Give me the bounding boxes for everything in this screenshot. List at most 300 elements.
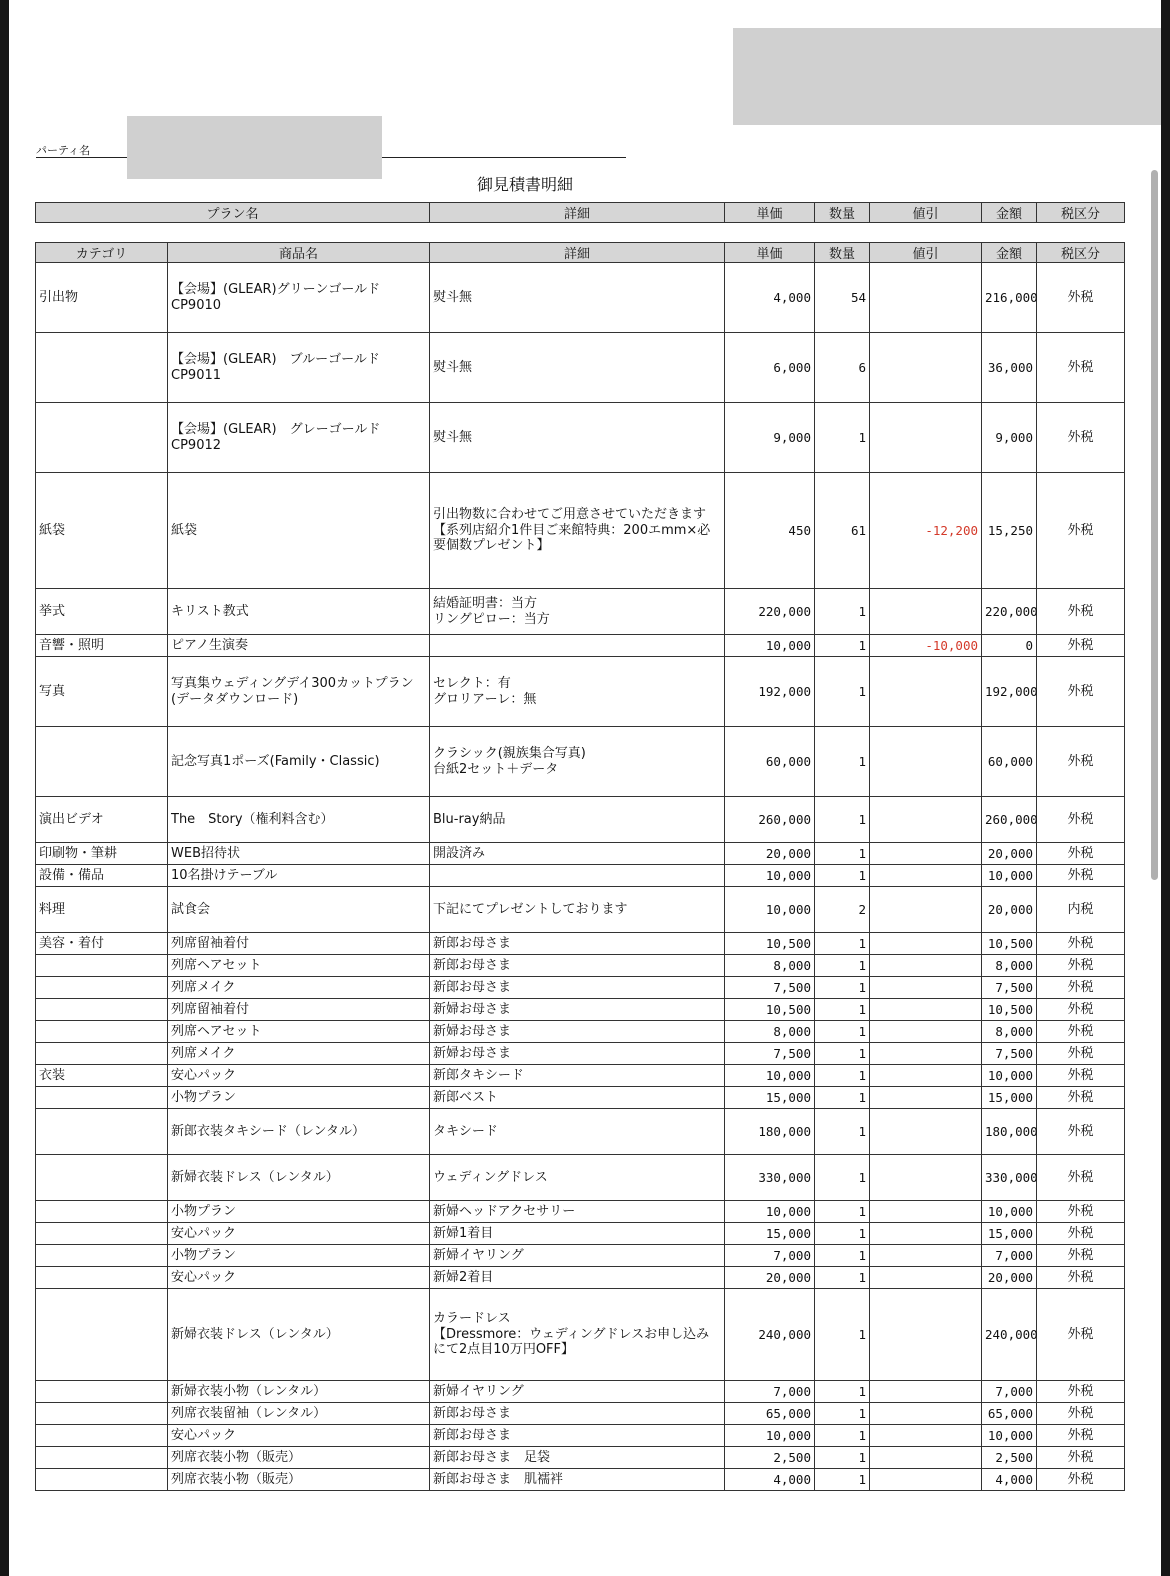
item-name: 【会場】(GLEAR)グリーンゴールド CP9010 xyxy=(168,263,430,333)
item-unit-price: 10,000 xyxy=(725,865,815,887)
table-row xyxy=(36,1469,1125,1491)
item-discount xyxy=(870,955,982,977)
item-quantity: 1 xyxy=(815,1289,870,1381)
item-tax: 外税 xyxy=(1037,1021,1125,1043)
redacted-block-top-right xyxy=(733,28,1161,125)
item-tax: 外税 xyxy=(1037,1381,1125,1403)
item-detail: 新郎お母さま 足袋 xyxy=(430,1447,725,1469)
plan-col-plan-name: プラン名 xyxy=(36,203,430,223)
item-quantity: 1 xyxy=(815,1403,870,1425)
item-detail: セレクト：有 グロリアーレ：無 xyxy=(430,657,725,727)
item-name: 【会場】(GLEAR) グレーゴールド CP9012 xyxy=(168,403,430,473)
item-quantity: 61 xyxy=(815,473,870,589)
item-detail: カラードレス 【Dressmore：ウェディングドレスお申し込みにて2点目10万円OFF】 xyxy=(430,1289,725,1381)
item-name: 【会場】(GLEAR) ブルーゴールド CP9011 xyxy=(168,333,430,403)
plan-col-tax: 税区分 xyxy=(1037,203,1125,223)
item-quantity: 1 xyxy=(815,999,870,1021)
item-discount xyxy=(870,1065,982,1087)
item-quantity: 1 xyxy=(815,635,870,657)
table-row xyxy=(36,1425,1125,1447)
item-name: 新婦衣装ドレス（レンタル） xyxy=(168,1289,430,1381)
item-tax: 外税 xyxy=(1037,1403,1125,1425)
item-amount: 8,000 xyxy=(982,955,1037,977)
table-row xyxy=(36,933,1125,955)
item-detail: Blu-ray納品 xyxy=(430,797,725,843)
item-category xyxy=(36,333,168,403)
item-amount: 20,000 xyxy=(982,843,1037,865)
item-category: 挙式 xyxy=(36,589,168,635)
item-discount xyxy=(870,1381,982,1403)
item-unit-price: 2,500 xyxy=(725,1447,815,1469)
plan-col-discount: 値引 xyxy=(870,203,982,223)
item-amount: 20,000 xyxy=(982,1267,1037,1289)
item-discount: -10,000 xyxy=(870,635,982,657)
item-unit-price: 10,500 xyxy=(725,999,815,1021)
item-category: 印刷物・筆耕 xyxy=(36,843,168,865)
table-row xyxy=(36,1087,1125,1109)
item-quantity: 1 xyxy=(815,1201,870,1223)
item-amount: 4,000 xyxy=(982,1469,1037,1491)
item-unit-price: 450 xyxy=(725,473,815,589)
item-detail: 新婦お母さま xyxy=(430,1021,725,1043)
item-discount xyxy=(870,887,982,933)
item-tax: 外税 xyxy=(1037,1201,1125,1223)
item-tax: 外税 xyxy=(1037,333,1125,403)
item-amount: 192,000 xyxy=(982,657,1037,727)
col-category: カテゴリ xyxy=(36,243,168,263)
item-name: 新郎衣装タキシード（レンタル） xyxy=(168,1109,430,1155)
item-detail: 新郎タキシード xyxy=(430,1065,725,1087)
item-unit-price: 10,000 xyxy=(725,1065,815,1087)
table-row xyxy=(36,887,1125,933)
item-unit-price: 220,000 xyxy=(725,589,815,635)
item-amount: 7,500 xyxy=(982,1043,1037,1065)
item-tax: 外税 xyxy=(1037,1447,1125,1469)
table-row xyxy=(36,1201,1125,1223)
item-unit-price: 10,000 xyxy=(725,887,815,933)
item-quantity: 1 xyxy=(815,955,870,977)
item-discount xyxy=(870,263,982,333)
item-discount xyxy=(870,1201,982,1223)
item-category xyxy=(36,1289,168,1381)
item-name: 列席ヘアセット xyxy=(168,955,430,977)
item-discount xyxy=(870,1043,982,1065)
item-unit-price: 7,500 xyxy=(725,977,815,999)
item-detail: 新婦イヤリング xyxy=(430,1381,725,1403)
item-quantity: 1 xyxy=(815,933,870,955)
item-category xyxy=(36,1155,168,1201)
item-amount: 7,000 xyxy=(982,1381,1037,1403)
table-row xyxy=(36,1267,1125,1289)
item-detail xyxy=(430,635,725,657)
item-tax: 内税 xyxy=(1037,887,1125,933)
item-category xyxy=(36,1469,168,1491)
item-name: 紙袋 xyxy=(168,473,430,589)
item-tax: 外税 xyxy=(1037,1289,1125,1381)
item-amount: 15,000 xyxy=(982,1223,1037,1245)
item-quantity: 1 xyxy=(815,727,870,797)
item-detail: 下記にてプレゼントしております xyxy=(430,887,725,933)
item-discount xyxy=(870,1109,982,1155)
item-unit-price: 8,000 xyxy=(725,1021,815,1043)
item-tax: 外税 xyxy=(1037,635,1125,657)
item-detail: 結婚証明書：当方 リングピロー：当方 xyxy=(430,589,725,635)
item-category: 料理 xyxy=(36,887,168,933)
item-amount: 60,000 xyxy=(982,727,1037,797)
item-tax: 外税 xyxy=(1037,1087,1125,1109)
item-discount xyxy=(870,589,982,635)
item-category xyxy=(36,955,168,977)
item-quantity: 1 xyxy=(815,977,870,999)
item-tax: 外税 xyxy=(1037,1109,1125,1155)
item-name: 列席留袖着付 xyxy=(168,999,430,1021)
table-row xyxy=(36,635,1125,657)
item-detail xyxy=(430,865,725,887)
item-name: 安心パック xyxy=(168,1425,430,1447)
item-category: 演出ビデオ xyxy=(36,797,168,843)
item-name: 写真集ウェディングデイ300カットプラン(データダウンロード) xyxy=(168,657,430,727)
col-product-name: 商品名 xyxy=(168,243,430,263)
item-discount xyxy=(870,797,982,843)
item-unit-price: 10,000 xyxy=(725,1425,815,1447)
item-tax: 外税 xyxy=(1037,797,1125,843)
redacted-party-name xyxy=(127,116,382,179)
item-unit-price: 15,000 xyxy=(725,1223,815,1245)
item-amount: 10,000 xyxy=(982,865,1037,887)
item-detail: 新婦お母さま xyxy=(430,1043,725,1065)
item-detail: 新婦ヘッドアクセサリー xyxy=(430,1201,725,1223)
plan-col-quantity: 数量 xyxy=(815,203,870,223)
table-row xyxy=(36,1043,1125,1065)
item-discount xyxy=(870,1289,982,1381)
item-tax: 外税 xyxy=(1037,843,1125,865)
item-quantity: 1 xyxy=(815,1043,870,1065)
item-detail: 熨斗無 xyxy=(430,333,725,403)
item-unit-price: 260,000 xyxy=(725,797,815,843)
item-unit-price: 15,000 xyxy=(725,1087,815,1109)
item-discount xyxy=(870,1087,982,1109)
item-unit-price: 20,000 xyxy=(725,843,815,865)
col-discount: 値引 xyxy=(870,243,982,263)
item-quantity: 1 xyxy=(815,1021,870,1043)
item-discount xyxy=(870,1403,982,1425)
item-category xyxy=(36,1425,168,1447)
item-category xyxy=(36,1381,168,1403)
item-amount: 10,000 xyxy=(982,1425,1037,1447)
table-row xyxy=(36,403,1125,473)
item-name: 小物プラン xyxy=(168,1201,430,1223)
right-edge xyxy=(1161,0,1170,1576)
col-quantity: 数量 xyxy=(815,243,870,263)
item-unit-price: 20,000 xyxy=(725,1267,815,1289)
item-unit-price: 9,000 xyxy=(725,403,815,473)
item-amount: 8,000 xyxy=(982,1021,1037,1043)
item-quantity: 6 xyxy=(815,333,870,403)
item-discount xyxy=(870,977,982,999)
item-name: 新婦衣装ドレス（レンタル） xyxy=(168,1155,430,1201)
document-title: 御見積書明細 xyxy=(476,175,573,194)
item-name: WEB招待状 xyxy=(168,843,430,865)
item-amount: 10,500 xyxy=(982,999,1037,1021)
item-unit-price: 192,000 xyxy=(725,657,815,727)
item-category xyxy=(36,1087,168,1109)
item-category xyxy=(36,1043,168,1065)
item-category xyxy=(36,1109,168,1155)
table-row xyxy=(36,589,1125,635)
item-detail: 新婦1着目 xyxy=(430,1223,725,1245)
item-discount xyxy=(870,843,982,865)
item-category: 設備・備品 xyxy=(36,865,168,887)
item-discount xyxy=(870,657,982,727)
item-category xyxy=(36,999,168,1021)
col-unit-price: 単価 xyxy=(725,243,815,263)
item-amount: 0 xyxy=(982,635,1037,657)
scrollbar[interactable] xyxy=(1151,170,1158,880)
item-unit-price: 7,500 xyxy=(725,1043,815,1065)
item-quantity: 1 xyxy=(815,865,870,887)
item-discount xyxy=(870,999,982,1021)
item-detail: クラシック(親族集合写真) 台紙2セット＋データ xyxy=(430,727,725,797)
item-tax: 外税 xyxy=(1037,1043,1125,1065)
item-unit-price: 10,000 xyxy=(725,1201,815,1223)
table-row xyxy=(36,1021,1125,1043)
col-tax: 税区分 xyxy=(1037,243,1125,263)
item-discount xyxy=(870,865,982,887)
item-discount xyxy=(870,1021,982,1043)
item-name: 安心パック xyxy=(168,1223,430,1245)
table-row xyxy=(36,473,1125,589)
item-category xyxy=(36,403,168,473)
item-unit-price: 6,000 xyxy=(725,333,815,403)
item-category: 衣装 xyxy=(36,1065,168,1087)
item-name: 列席留袖着付 xyxy=(168,933,430,955)
item-name: 列席衣装留袖（レンタル） xyxy=(168,1403,430,1425)
item-amount: 20,000 xyxy=(982,887,1037,933)
item-name: 新婦衣装小物（レンタル） xyxy=(168,1381,430,1403)
item-quantity: 1 xyxy=(815,797,870,843)
item-category xyxy=(36,1267,168,1289)
item-category: 引出物 xyxy=(36,263,168,333)
item-name: 試食会 xyxy=(168,887,430,933)
item-detail: 熨斗無 xyxy=(430,263,725,333)
item-name: ピアノ生演奏 xyxy=(168,635,430,657)
table-row xyxy=(36,263,1125,333)
item-category xyxy=(36,1245,168,1267)
item-quantity: 1 xyxy=(815,1245,870,1267)
item-quantity: 1 xyxy=(815,657,870,727)
item-quantity: 54 xyxy=(815,263,870,333)
item-tax: 外税 xyxy=(1037,1469,1125,1491)
item-quantity: 1 xyxy=(815,1469,870,1491)
item-tax: 外税 xyxy=(1037,1245,1125,1267)
item-category xyxy=(36,977,168,999)
item-category: 音響・照明 xyxy=(36,635,168,657)
plan-col-unit-price: 単価 xyxy=(725,203,815,223)
table-row xyxy=(36,1289,1125,1381)
table-row xyxy=(36,865,1125,887)
item-tax: 外税 xyxy=(1037,1065,1125,1087)
item-tax: 外税 xyxy=(1037,657,1125,727)
item-tax: 外税 xyxy=(1037,473,1125,589)
item-quantity: 1 xyxy=(815,1381,870,1403)
party-name-label: パーティ名 xyxy=(36,144,91,157)
item-discount xyxy=(870,933,982,955)
table-row xyxy=(36,999,1125,1021)
item-tax: 外税 xyxy=(1037,1425,1125,1447)
item-tax: 外税 xyxy=(1037,933,1125,955)
item-detail: 新郎お母さま xyxy=(430,933,725,955)
table-row xyxy=(36,657,1125,727)
table-row xyxy=(36,1223,1125,1245)
item-detail: 新郎ベスト xyxy=(430,1087,725,1109)
item-amount: 260,000 xyxy=(982,797,1037,843)
plan-header-row xyxy=(36,203,1125,223)
plan-col-amount: 金額 xyxy=(982,203,1037,223)
item-unit-price: 330,000 xyxy=(725,1155,815,1201)
table-row xyxy=(36,727,1125,797)
item-quantity: 1 xyxy=(815,1267,870,1289)
item-quantity: 1 xyxy=(815,1109,870,1155)
item-tax: 外税 xyxy=(1037,263,1125,333)
item-quantity: 1 xyxy=(815,1155,870,1201)
item-name: The Story（権利料含む） xyxy=(168,797,430,843)
plan-table xyxy=(35,202,1125,223)
item-category xyxy=(36,1403,168,1425)
table-row xyxy=(36,1447,1125,1469)
col-detail: 詳細 xyxy=(430,243,725,263)
item-name: 列席ヘアセット xyxy=(168,1021,430,1043)
item-unit-price: 7,000 xyxy=(725,1381,815,1403)
item-amount: 10,000 xyxy=(982,1065,1037,1087)
item-discount xyxy=(870,1425,982,1447)
item-amount: 7,000 xyxy=(982,1245,1037,1267)
item-discount xyxy=(870,1245,982,1267)
item-tax: 外税 xyxy=(1037,865,1125,887)
table-row xyxy=(36,797,1125,843)
table-row xyxy=(36,1381,1125,1403)
item-amount: 7,500 xyxy=(982,977,1037,999)
item-detail: タキシード xyxy=(430,1109,725,1155)
item-name: 10名掛けテーブル xyxy=(168,865,430,887)
item-unit-price: 7,000 xyxy=(725,1245,815,1267)
item-discount: -12,200 xyxy=(870,473,982,589)
item-amount: 220,000 xyxy=(982,589,1037,635)
table-row xyxy=(36,843,1125,865)
item-discount xyxy=(870,1267,982,1289)
item-name: 安心パック xyxy=(168,1267,430,1289)
item-unit-price: 8,000 xyxy=(725,955,815,977)
table-row xyxy=(36,955,1125,977)
item-tax: 外税 xyxy=(1037,727,1125,797)
item-tax: 外税 xyxy=(1037,1223,1125,1245)
item-discount xyxy=(870,403,982,473)
item-name: 記念写真1ポーズ(Family・Classic) xyxy=(168,727,430,797)
item-tax: 外税 xyxy=(1037,403,1125,473)
table-row xyxy=(36,1245,1125,1267)
item-detail: 新郎お母さま xyxy=(430,1403,725,1425)
item-quantity: 1 xyxy=(815,1223,870,1245)
item-detail: 新婦2着目 xyxy=(430,1267,725,1289)
item-quantity: 1 xyxy=(815,403,870,473)
items-table xyxy=(35,242,1125,1491)
item-detail: 引出物数に合わせてご用意させていただきます 【系列店紹介1件目ご来館特典：200エmm×必要個数プレゼント】 xyxy=(430,473,725,589)
item-category xyxy=(36,727,168,797)
item-detail: 新婦お母さま xyxy=(430,999,725,1021)
item-category xyxy=(36,1201,168,1223)
item-name: 小物プラン xyxy=(168,1245,430,1267)
table-row xyxy=(36,1065,1125,1087)
item-tax: 外税 xyxy=(1037,1267,1125,1289)
item-amount: 10,500 xyxy=(982,933,1037,955)
item-tax: 外税 xyxy=(1037,977,1125,999)
item-unit-price: 180,000 xyxy=(725,1109,815,1155)
item-detail: 新郎お母さま xyxy=(430,955,725,977)
item-quantity: 1 xyxy=(815,843,870,865)
item-tax: 外税 xyxy=(1037,1155,1125,1201)
table-row xyxy=(36,1155,1125,1201)
item-discount xyxy=(870,1223,982,1245)
item-quantity: 2 xyxy=(815,887,870,933)
plan-col-detail: 詳細 xyxy=(430,203,725,223)
items-header-row xyxy=(36,243,1125,263)
item-amount: 10,000 xyxy=(982,1201,1037,1223)
item-unit-price: 60,000 xyxy=(725,727,815,797)
table-row xyxy=(36,977,1125,999)
item-discount xyxy=(870,1447,982,1469)
item-amount: 180,000 xyxy=(982,1109,1037,1155)
item-amount: 15,000 xyxy=(982,1087,1037,1109)
item-quantity: 1 xyxy=(815,1425,870,1447)
item-name: 列席メイク xyxy=(168,1043,430,1065)
item-category: 写真 xyxy=(36,657,168,727)
item-name: 列席衣装小物（販売） xyxy=(168,1447,430,1469)
item-detail: 新郎お母さま xyxy=(430,1425,725,1447)
item-amount: 2,500 xyxy=(982,1447,1037,1469)
item-amount: 65,000 xyxy=(982,1403,1037,1425)
item-amount: 36,000 xyxy=(982,333,1037,403)
item-tax: 外税 xyxy=(1037,589,1125,635)
item-discount xyxy=(870,1469,982,1491)
item-detail: 新郎お母さま 肌襦袢 xyxy=(430,1469,725,1491)
table-row xyxy=(36,1109,1125,1155)
item-category xyxy=(36,1021,168,1043)
col-amount: 金額 xyxy=(982,243,1037,263)
item-detail: 熨斗無 xyxy=(430,403,725,473)
left-edge xyxy=(0,0,9,1576)
item-amount: 330,000 xyxy=(982,1155,1037,1201)
item-quantity: 1 xyxy=(815,589,870,635)
item-quantity: 1 xyxy=(815,1065,870,1087)
table-row xyxy=(36,333,1125,403)
item-unit-price: 65,000 xyxy=(725,1403,815,1425)
item-amount: 216,000 xyxy=(982,263,1037,333)
item-quantity: 1 xyxy=(815,1447,870,1469)
item-name: 小物プラン xyxy=(168,1087,430,1109)
item-unit-price: 240,000 xyxy=(725,1289,815,1381)
item-discount xyxy=(870,333,982,403)
item-detail: 新婦イヤリング xyxy=(430,1245,725,1267)
item-tax: 外税 xyxy=(1037,955,1125,977)
item-category: 美容・着付 xyxy=(36,933,168,955)
item-quantity: 1 xyxy=(815,1087,870,1109)
item-name: 列席衣装小物（販売） xyxy=(168,1469,430,1491)
item-detail: 開設済み xyxy=(430,843,725,865)
item-unit-price: 10,000 xyxy=(725,635,815,657)
item-unit-price: 10,500 xyxy=(725,933,815,955)
item-name: 列席メイク xyxy=(168,977,430,999)
item-name: 安心パック xyxy=(168,1065,430,1087)
item-discount xyxy=(870,1155,982,1201)
